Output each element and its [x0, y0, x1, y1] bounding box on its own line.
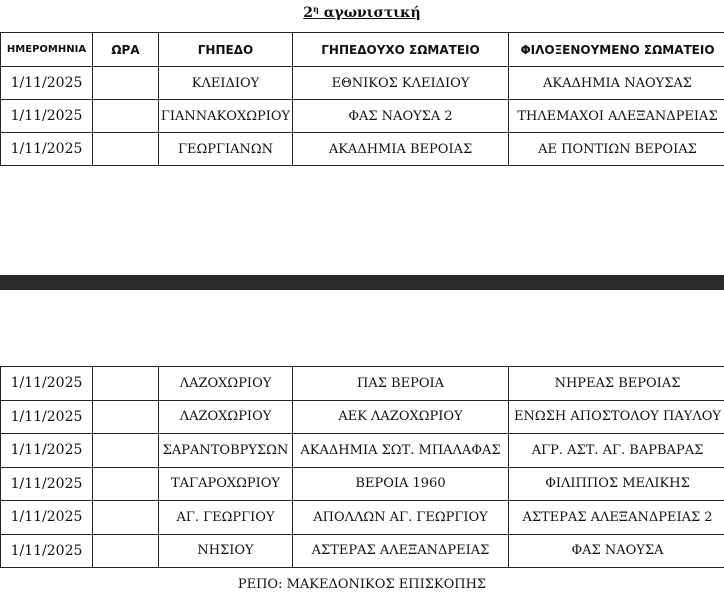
match-date: 1/11/2025 [1, 534, 93, 568]
fixture-row [1, 67, 724, 100]
fixture-row [1, 367, 724, 401]
match-venue: ΓΙΑΝΝΑΚΟΧΩΡΙΟΥ [159, 100, 293, 133]
header-time: ΩΡΑ [93, 33, 159, 67]
home-team: ΒΕΡΟΙΑ 1960 [293, 467, 509, 501]
match-venue: ΚΛΕΙΔΙΟΥ [159, 67, 293, 100]
match-time [93, 467, 159, 501]
header-row [1, 33, 724, 67]
away-team: ΑΕ ΠΟΝΤΙΩΝ ΒΕΡΟΙΑΣ [509, 133, 724, 166]
match-time [93, 133, 159, 166]
match-time [93, 534, 159, 568]
fixture-row [1, 400, 724, 434]
header-home-team: ΓΗΠΕΔΟΥΧΟ ΣΩΜΑΤΕΙΟ [293, 33, 509, 67]
fixture-row [1, 100, 724, 133]
match-venue: ΣΑΡΑΝΤΟΒΡΥΣΩΝ [159, 434, 293, 468]
fixture-row [1, 434, 724, 468]
match-date: 1/11/2025 [1, 100, 93, 133]
match-time [93, 434, 159, 468]
match-date: 1/11/2025 [1, 400, 93, 434]
home-team: ΠΑΣ ΒΕΡΟΙΑ [293, 367, 509, 401]
round-suffix: η [313, 4, 319, 14]
away-team: ΑΚΑΔΗΜΙΑ ΝΑΟΥΣΑΣ [509, 67, 724, 100]
fixture-row [1, 133, 724, 166]
match-time [93, 100, 159, 133]
match-date: 1/11/2025 [1, 467, 93, 501]
fixture-row [1, 467, 724, 501]
match-time [93, 67, 159, 100]
fixtures-table-2 [0, 366, 724, 568]
home-team: ΑΠΟΛΛΩΝ ΑΓ. ΓΕΩΡΓΙΟΥ [293, 501, 509, 535]
section-divider [0, 275, 724, 290]
away-team: ΑΣΤΕΡΑΣ ΑΛΕΞΑΝΔΡΕΙΑΣ 2 [509, 501, 724, 535]
match-date: 1/11/2025 [1, 367, 93, 401]
round-number: 2 [303, 5, 313, 21]
fixtures-table-1 [0, 32, 724, 166]
match-venue: ΑΓ. ΓΕΩΡΓΙΟΥ [159, 501, 293, 535]
home-team: ΦΑΣ ΝΑΟΥΣΑ 2 [293, 100, 509, 133]
header-date: ΗΜΕΡΟΜΗΝΙΑ [1, 33, 93, 67]
fixture-row [1, 501, 724, 535]
away-team: ΑΓΡ. ΑΣΤ. ΑΓ. ΒΑΡΒΑΡΑΣ [509, 434, 724, 468]
match-time [93, 400, 159, 434]
away-team: ΕΝΩΣΗ ΑΠΟΣΤΟΛΟΥ ΠΑΥΛΟΥ [509, 400, 724, 434]
home-team: ΑΚΑΔΗΜΙΑ ΒΕΡΟΙΑΣ [293, 133, 509, 166]
header-venue: ΓΗΠΕΔΟ [159, 33, 293, 67]
match-venue: ΛΑΖΟΧΩΡΙΟΥ [159, 367, 293, 401]
header-away-team: ΦΙΛΟΞΕΝΟΥΜΕΝΟ ΣΩΜΑΤΕΙΟ [509, 33, 724, 67]
home-team: ΕΘΝΙΚΟΣ ΚΛΕΙΔΙΟΥ [293, 67, 509, 100]
match-date: 1/11/2025 [1, 501, 93, 535]
away-team: ΦΙΛΙΠΠΟΣ ΜΕΛΙΚΗΣ [509, 467, 724, 501]
away-team: ΤΗΛΕΜΑΧΟΙ ΑΛΕΞΑΝΔΡΕΙΑΣ [509, 100, 724, 133]
match-venue: ΤΑΓΑΡΟΧΩΡΙΟΥ [159, 467, 293, 501]
match-date: 1/11/2025 [1, 434, 93, 468]
match-date: 1/11/2025 [1, 133, 93, 166]
match-venue: ΛΑΖΟΧΩΡΙΟΥ [159, 400, 293, 434]
home-team: ΑΚΑΔΗΜΙΑ ΣΩΤ. ΜΠΑΛΑΦΑΣ [293, 434, 509, 468]
match-time [93, 501, 159, 535]
page-title [0, 5, 724, 21]
match-date: 1/11/2025 [1, 67, 93, 100]
match-time [93, 367, 159, 401]
rest-team-note: ΡΕΠΟ: ΜΑΚΕΔΟΝΙΚΟΣ ΕΠΙΣΚΟΠΗΣ [237, 577, 487, 592]
match-venue: ΝΗΣΙΟΥ [159, 534, 293, 568]
fixture-row [1, 534, 724, 568]
away-team: ΦΑΣ ΝΑΟΥΣΑ [509, 534, 724, 568]
round-label: αγωνιστική [323, 5, 421, 21]
home-team: ΑΕΚ ΛΑΖΟΧΩΡΙΟΥ [293, 400, 509, 434]
fixtures-body-2 [1, 367, 724, 568]
home-team: ΑΣΤΕΡΑΣ ΑΛΕΞΑΝΔΡΕΙΑΣ [293, 534, 509, 568]
match-venue: ΓΕΩΡΓΙΑΝΩΝ [159, 133, 293, 166]
fixtures-body-1 [1, 67, 724, 166]
away-team: ΝΗΡΕΑΣ ΒΕΡΟΙΑΣ [509, 367, 724, 401]
